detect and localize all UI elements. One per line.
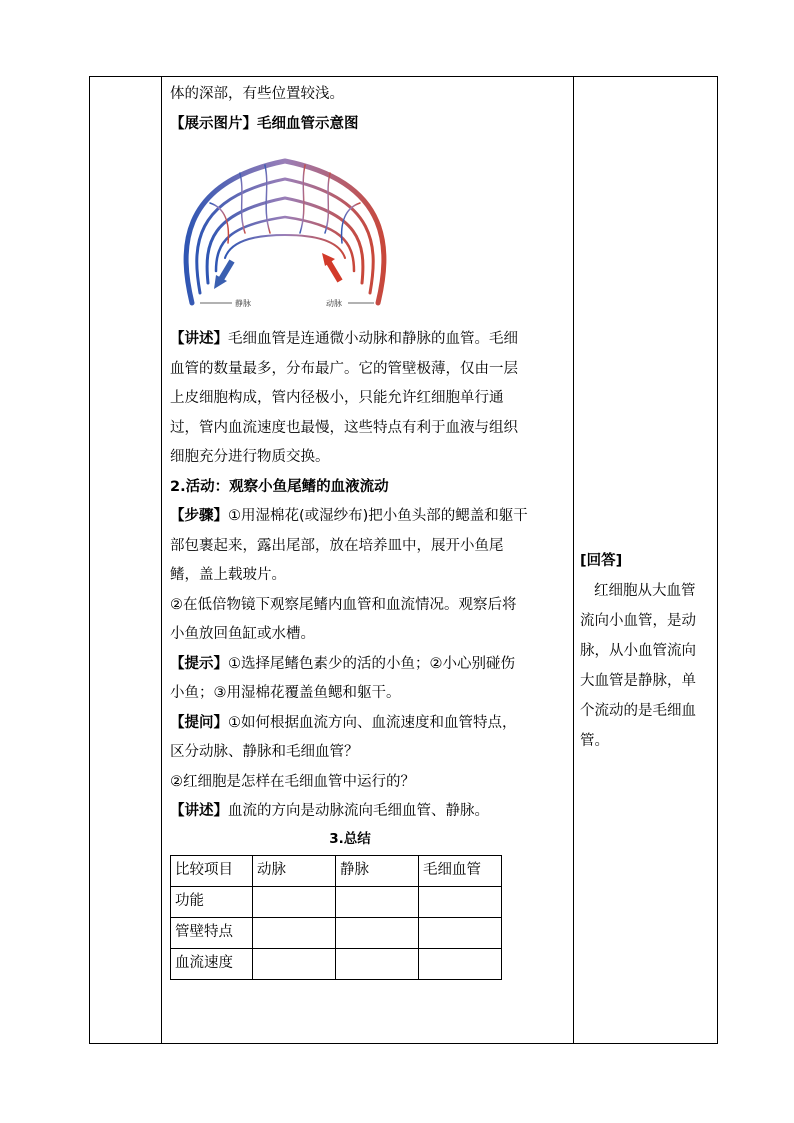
capillary-diagram <box>170 143 400 321</box>
text-line: 过，管内血流速度也最慢，这些特点有利于血液与组织 <box>170 419 518 436</box>
text-line <box>170 502 570 532</box>
artery-label: 动脉 <box>326 299 342 308</box>
answer-line: 大血管是静脉，单 <box>580 673 696 689</box>
vein-label: 静脉 <box>235 299 251 308</box>
text-line: ②在低倍物镜下观察尾鳍内血管和血流情况。观察后将 <box>170 596 517 613</box>
text-span: 毛细血管是连通微小动脉和静脉的血管。毛细 <box>228 331 518 347</box>
summary-table <box>170 855 502 980</box>
table-header-cell: 毛细血管 <box>419 855 502 886</box>
table-header-row <box>171 855 502 886</box>
table-row <box>171 886 502 917</box>
table-cell <box>253 886 336 917</box>
text-span: ①用湿棉花(或湿纱布)把小鱼头部的鳃盖和躯干 <box>228 508 528 524</box>
text-line <box>170 325 570 355</box>
section-tag: 【讲述】 <box>170 331 228 347</box>
table-cell <box>419 886 502 917</box>
table-cell: 血流速度 <box>171 948 253 979</box>
section-tag: 【提示】 <box>170 655 228 672</box>
text-span: 血流的方向是动脉流向毛细血管、静脉。 <box>228 803 489 819</box>
text-line: 血管的数量最多，分布最广。它的管壁极薄，仅由一层 <box>170 360 518 377</box>
column-divider-left <box>161 76 162 1044</box>
section-tag: 【展示图片】 <box>170 115 257 132</box>
text-line: 上皮细胞构成，管内径极小，只能允许红细胞单行通 <box>170 390 504 406</box>
table-cell <box>336 948 419 979</box>
text-line: 小鱼放回鱼缸或水槽。 <box>170 626 315 642</box>
figure-caption: 毛细血管示意图 <box>257 115 359 132</box>
table-row <box>171 948 502 979</box>
text-span: ①如何根据血流方向、血流速度和血管特点， <box>228 714 517 731</box>
main-content <box>170 80 570 980</box>
text-line <box>170 110 570 140</box>
answer-line: 管。 <box>580 733 609 749</box>
table-cell: 管壁特点 <box>171 917 253 948</box>
answer-column <box>580 546 714 756</box>
answer-line: 脉，从小血管流向 <box>580 643 696 659</box>
section-tag: 【讲述】 <box>170 803 228 819</box>
text-line: 细胞充分进行物质交换。 <box>170 449 330 465</box>
text-span: ①选择尾鳍色素少的活的小鱼；②小心别碰伤 <box>228 655 515 672</box>
text-line: ②红细胞是怎样在毛细血管中运行的？ <box>170 773 415 790</box>
table-cell <box>419 917 502 948</box>
text-line <box>170 709 570 739</box>
text-line: 小鱼；③用湿棉花覆盖鱼鳃和躯干。 <box>170 685 401 701</box>
table-row <box>171 917 502 948</box>
answer-line: 个流动的是毛细血 <box>580 703 696 719</box>
table-cell <box>419 948 502 979</box>
table-cell <box>336 886 419 917</box>
text-line: 鳍，盖上载玻片。 <box>170 567 286 583</box>
text-line: 部包裹起来，露出尾部，放在培养皿中，展开小鱼尾 <box>170 537 504 554</box>
capillary-diagram-svg <box>170 143 400 321</box>
summary-heading: 3.总结 <box>329 830 371 847</box>
answer-tag: [回答] <box>580 553 623 569</box>
text-line: 体的深部，有些位置较浅。 <box>170 86 344 102</box>
text-line: 区分动脉、静脉和毛细血管？ <box>170 744 359 760</box>
table-cell <box>253 948 336 979</box>
column-divider-right <box>573 76 574 1044</box>
table-header-cell: 比较项目 <box>171 855 253 886</box>
section-tag: 【提问】 <box>170 714 228 731</box>
table-header-cell: 静脉 <box>336 855 419 886</box>
answer-line: 红细胞从大血管 <box>594 583 696 599</box>
section-tag: 【步骤】 <box>170 508 228 524</box>
text-line <box>170 650 570 680</box>
activity-heading: 2.活动：观察小鱼尾鳍的血液流动 <box>170 478 389 495</box>
table-header-cell: 动脉 <box>253 855 336 886</box>
answer-line: 流向小血管，是动 <box>580 613 696 629</box>
table-cell <box>336 917 419 948</box>
table-cell: 功能 <box>171 886 253 917</box>
text-line <box>170 797 570 827</box>
table-cell <box>253 917 336 948</box>
